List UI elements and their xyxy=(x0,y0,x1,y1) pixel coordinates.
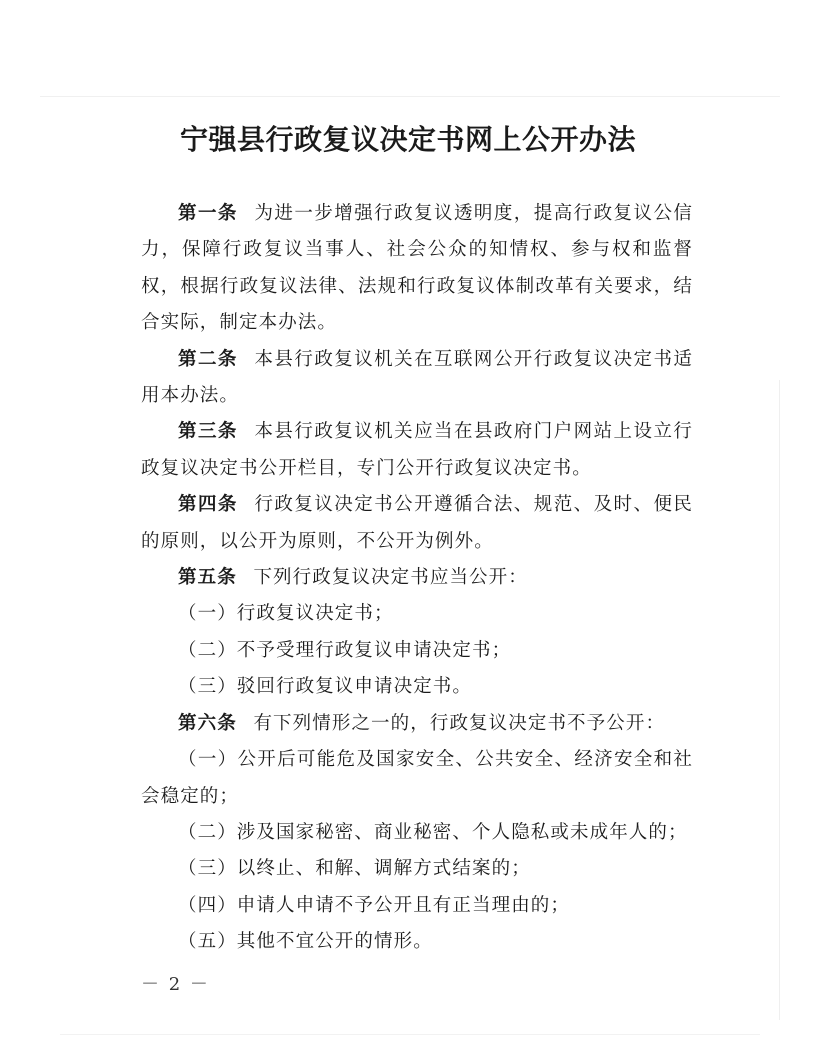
article-4 xyxy=(141,487,693,560)
article-text: 下列行政复议决定书应当公开： xyxy=(253,567,528,589)
article-1 xyxy=(141,196,693,342)
page-number: － 2 － xyxy=(141,974,210,995)
article-label: 第二条 xyxy=(178,348,238,370)
article-3 xyxy=(141,414,693,487)
article-text: 行政复议决定书公开遵循合法、规范、及时、便民的原则，以公开为原则，不公开为例外。 xyxy=(141,494,693,552)
article-text: 本县行政复议机关应当在县政府门户网站上设立行政复议决定书公开栏目，专门公开行政复议决定书。 xyxy=(141,421,693,479)
article-label: 第五条 xyxy=(178,567,237,589)
article-5-item-3: （三）驳回行政复议申请决定书。 xyxy=(178,676,473,698)
article-6-item-4: （四）申请人申请不予公开且有正当理由的； xyxy=(178,894,571,916)
article-5-item-2: （二）不予受理行政复议申请决定书； xyxy=(178,639,512,661)
scan-edge-right xyxy=(779,380,780,1020)
document-body xyxy=(141,196,693,961)
article-2 xyxy=(141,342,693,415)
scan-edge-top xyxy=(40,96,780,97)
article-label: 第六条 xyxy=(178,712,237,734)
article-5-item-1: （一）行政复议决定书； xyxy=(178,603,394,625)
article-text: 有下列情形之一的，行政复议决定书不予公开： xyxy=(253,712,666,734)
article-text: 为进一步增强行政复议透明度，提高行政复议公信力，保障行政复议当事人、社会公众的知情权、参与权和监督权，根据行政复议法律、法规和行政复议体制改革有关要求，结合实际，制定本办法。 xyxy=(141,203,693,334)
article-6-item-5: （五）其他不宜公开的情形。 xyxy=(178,931,433,953)
article-text: 本县行政复议机关在互联网公开行政复议决定书适用本办法。 xyxy=(141,348,693,407)
article-label: 第四条 xyxy=(178,494,238,516)
article-6-item-3: （三）以终止、和解、调解方式结案的； xyxy=(178,858,531,880)
article-label: 第三条 xyxy=(178,421,238,443)
article-6-item-1: （一）公开后可能危及国家安全、公共安全、经济安全和社会稳定的； xyxy=(141,749,693,807)
scan-edge-bottom xyxy=(60,1034,760,1035)
article-label: 第一条 xyxy=(178,203,238,224)
article-6 xyxy=(141,706,693,742)
document-title: 宁强县行政复议决定书网上公开办法 xyxy=(179,123,636,156)
article-6-item-2: （二）涉及国家秘密、商业秘密、个人隐私或未成年人的； xyxy=(178,821,688,843)
article-5 xyxy=(141,560,693,596)
